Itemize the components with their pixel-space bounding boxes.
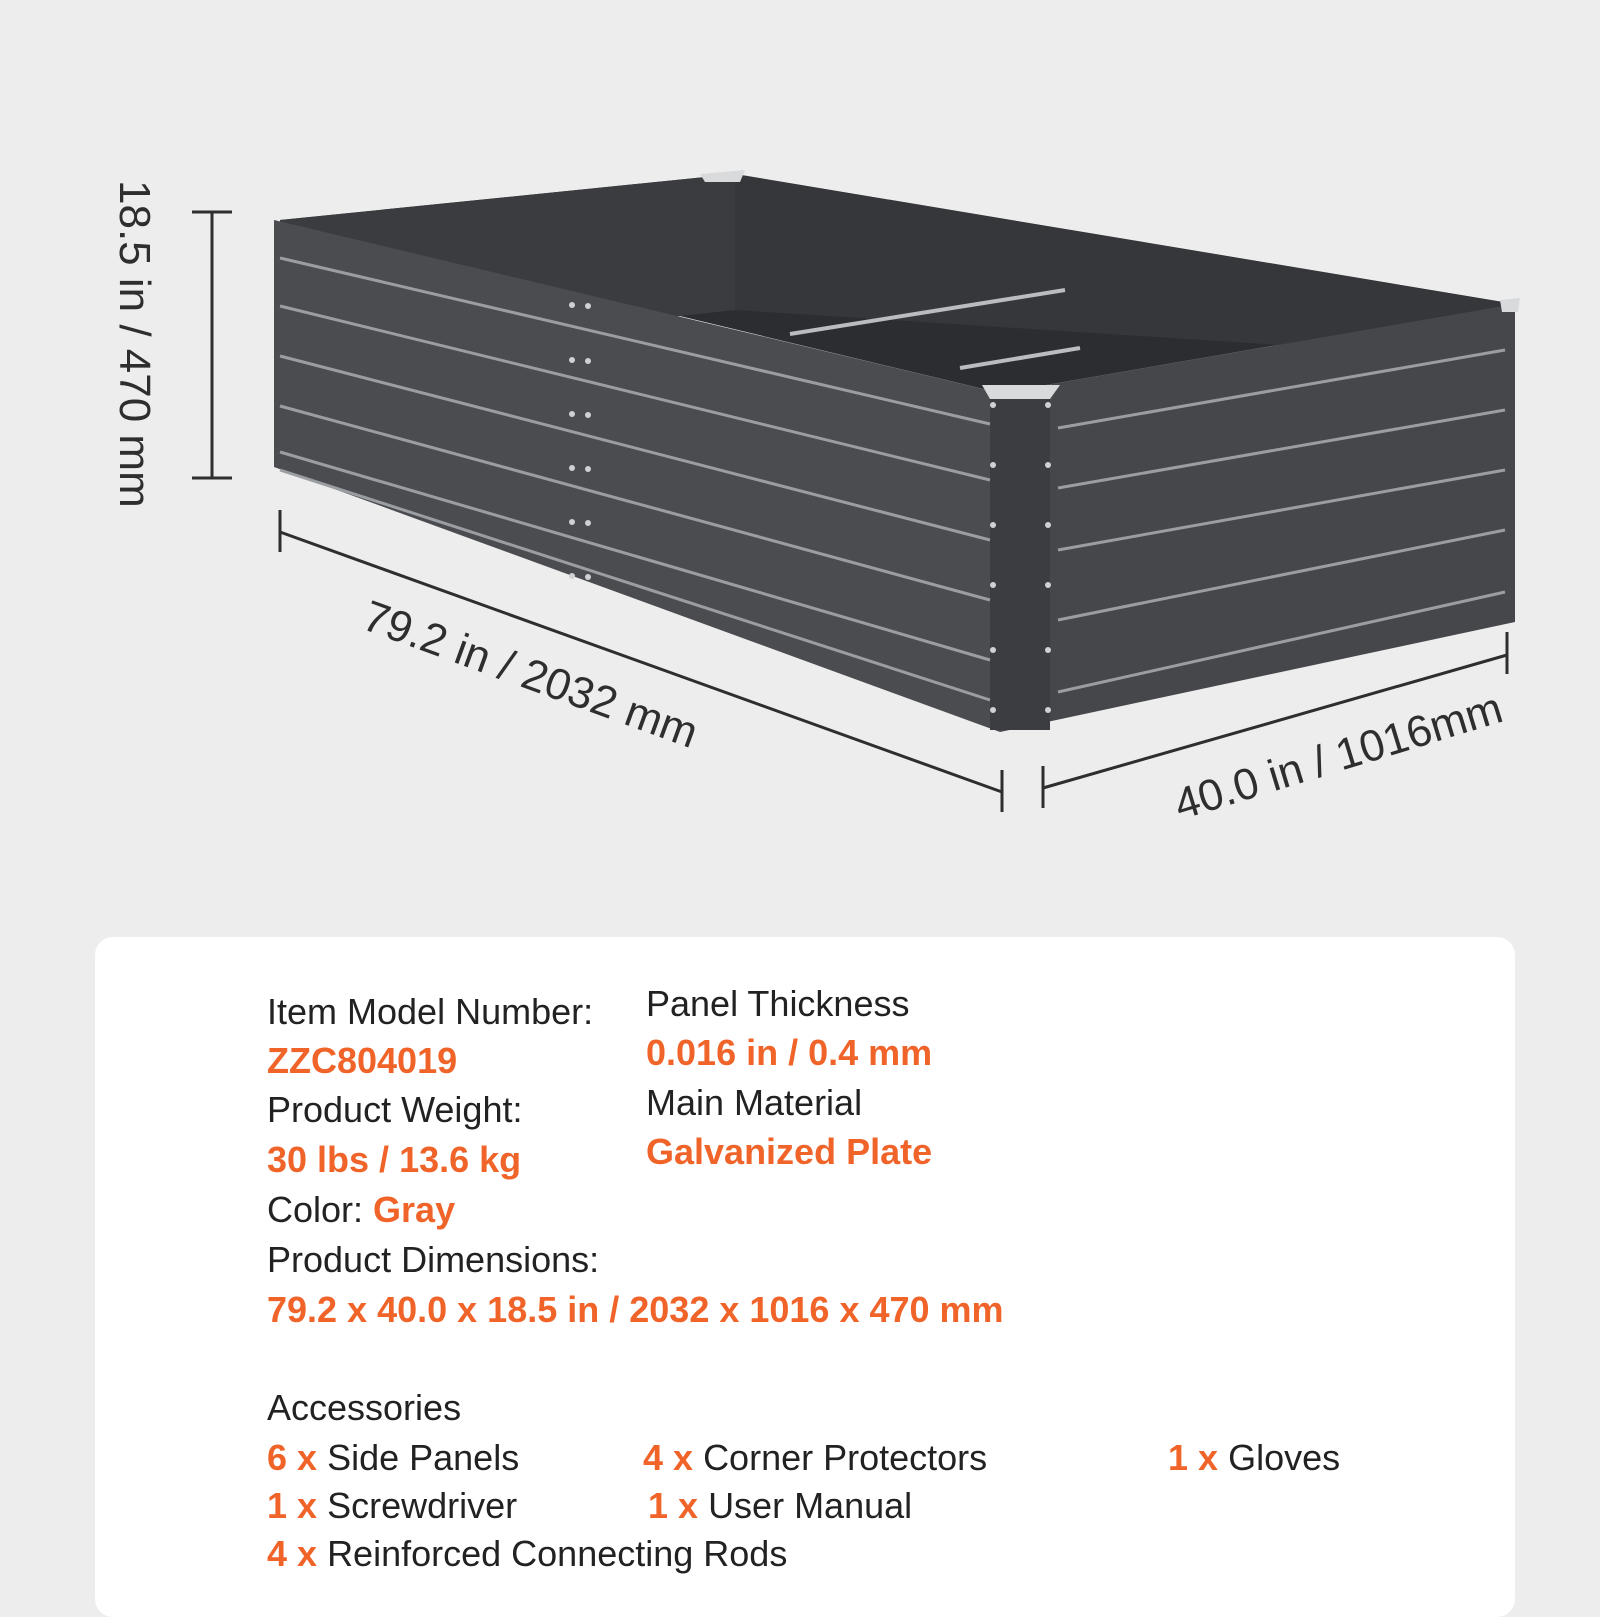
accessory-qty: 1 x bbox=[267, 1485, 318, 1526]
accessory-qty: 1 x bbox=[648, 1485, 699, 1526]
height-dimension-label: 18.5 in / 470 mm bbox=[110, 180, 159, 508]
corner-protector bbox=[982, 385, 1060, 399]
accessory-name: Reinforced Connecting Rods bbox=[327, 1533, 788, 1574]
color-row bbox=[267, 1189, 456, 1230]
accessory-name: Screwdriver bbox=[327, 1485, 518, 1526]
accessory-item bbox=[643, 1437, 988, 1478]
accessory-name: User Manual bbox=[708, 1485, 913, 1526]
panel-thickness-label: Panel Thickness bbox=[646, 983, 910, 1024]
model-number-label: Item Model Number: bbox=[267, 991, 594, 1032]
accessory-qty: 4 x bbox=[643, 1437, 694, 1478]
product-weight-value: 30 lbs / 13.6 kg bbox=[267, 1139, 522, 1180]
product-dimensions-value: 79.2 x 40.0 x 18.5 in / 2032 x 1016 x 470 mm bbox=[267, 1289, 1004, 1330]
accessory-item bbox=[648, 1485, 913, 1526]
color-value: Gray bbox=[373, 1189, 456, 1230]
main-material-label: Main Material bbox=[646, 1082, 863, 1123]
product-dimensions-label: Product Dimensions: bbox=[267, 1239, 600, 1280]
height-dimension-line bbox=[192, 212, 232, 478]
accessory-qty: 1 x bbox=[1168, 1437, 1219, 1478]
corner-protector bbox=[700, 170, 745, 182]
accessory-qty: 4 x bbox=[267, 1533, 318, 1574]
accessory-item bbox=[267, 1533, 788, 1574]
accessory-name: Side Panels bbox=[327, 1437, 520, 1478]
main-material-value: Galvanized Plate bbox=[646, 1131, 933, 1172]
accessory-item bbox=[1168, 1437, 1341, 1478]
length-dimension-label: 79.2 in / 2032 mm bbox=[356, 591, 705, 758]
corner-protector bbox=[1500, 298, 1520, 312]
accessory-item bbox=[267, 1485, 518, 1526]
accessory-qty: 6 x bbox=[267, 1437, 318, 1478]
width-dimension-label: 40.0 in / 1016mm bbox=[1168, 683, 1509, 830]
bed-corner-post bbox=[990, 393, 1050, 730]
model-number-value: ZZC804019 bbox=[267, 1040, 458, 1081]
accessories-title: Accessories bbox=[267, 1387, 462, 1428]
product-weight-label: Product Weight: bbox=[267, 1089, 523, 1130]
accessory-name: Corner Protectors bbox=[703, 1437, 988, 1478]
accessory-item bbox=[267, 1437, 520, 1478]
accessory-name: Gloves bbox=[1228, 1437, 1341, 1478]
color-label: Color: bbox=[267, 1189, 364, 1230]
panel-thickness-value: 0.016 in / 0.4 mm bbox=[646, 1032, 933, 1073]
